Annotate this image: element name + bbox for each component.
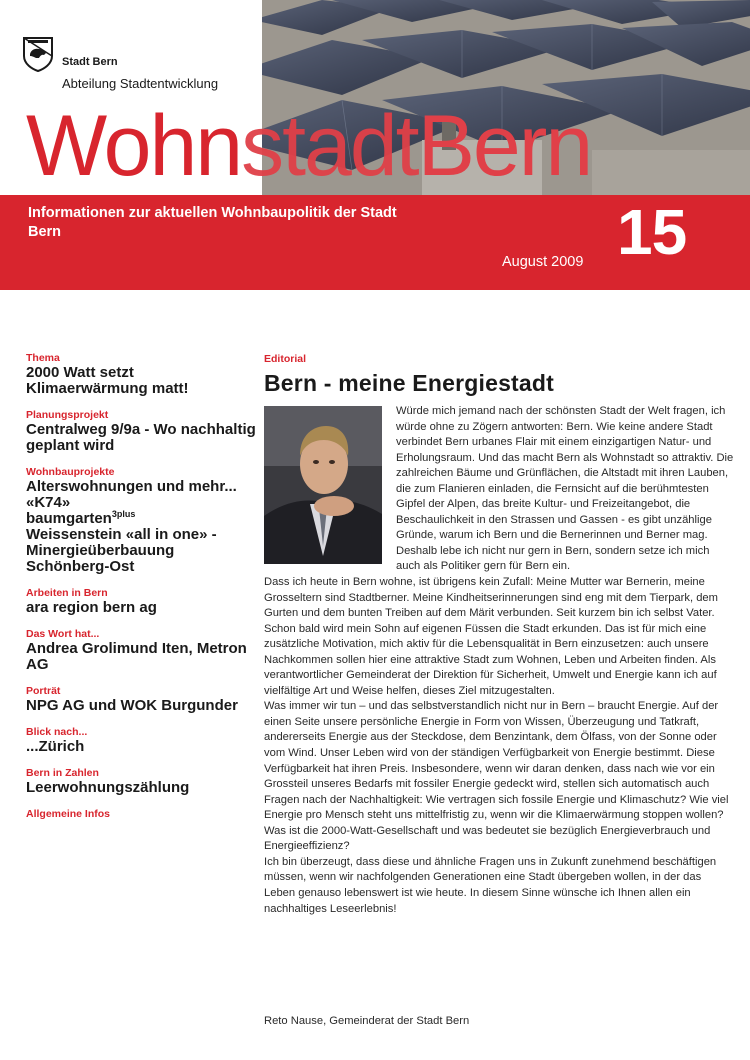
toc-title-line: Alterswohnungen und mehr... «K74»: [26, 478, 237, 511]
author-portrait-photo: [264, 406, 382, 564]
toc-title: [26, 479, 256, 575]
toc-title: Centralweg 9/9a - Wo nachhaltig geplant wird: [26, 421, 256, 454]
toc-title: Andrea Grolimund Iten, Metron AG: [26, 640, 247, 673]
toc-title: NPG AG und WOK Burgunder: [26, 697, 238, 714]
toc-title: ara region bern ag: [26, 599, 157, 616]
toc-item-wohnbauprojekte[interactable]: [26, 466, 256, 575]
toc-category: Arbeiten in Bern: [26, 587, 108, 599]
department-name: Abteilung Stadtentwicklung: [62, 76, 219, 91]
toc-category: Porträt: [26, 685, 61, 697]
toc-title: 2000 Watt setzt Klimaerwärmung matt!: [26, 364, 189, 397]
toc-title-superscript: 3plus: [111, 509, 136, 519]
issue-date: August 2009: [502, 254, 584, 270]
toc-item-portraet[interactable]: [26, 685, 256, 714]
article-paragraph: Würde mich jemand nach der schönsten Stadt der Welt fragen, ich würde ohne zu Zögern antworten: Bern. Wie keine andere Stadt verbindet Bern urbanes Flair mit einem einzigartigen Natur- und Erholungsraum. Und das macht Bern als Wohnstadt so attraktiv. Die zahlreichen Bäume und Grünflächen, die Altstadt mit ihren Lauben, die zum Flanieren einladen, die Fernsicht auf die berühmtesten Gipfel der Alpen, das breite Kultur- und Freizeitangebot, die Beschaulichkeit in den Strassen und Gassen - es gibt unzählige Gründe, warum ich Bern und die Bernerinnen und Berner mag. Deshalb lebe ich nicht nur gern in Bern, sondern setze ich mich auch als Politiker gern für Bern ein.: [396, 405, 734, 573]
toc-category: Das Wort hat...: [26, 628, 100, 640]
city-name: Stadt Bern: [62, 56, 118, 68]
toc-title-line: baumgarten: [26, 510, 112, 527]
toc-item-thema[interactable]: [26, 352, 256, 397]
toc-item-arbeiten-in-bern[interactable]: [26, 587, 256, 616]
editorial-article: [264, 404, 734, 917]
toc-item-planungsprojekt[interactable]: [26, 409, 256, 454]
toc-title: Leerwohnungszählung: [26, 779, 190, 796]
toc-title-line: Weissenstein «all in one» - Minergieüberbauung Schönberg-Ost: [26, 526, 217, 575]
toc-category: Bern in Zahlen: [26, 767, 99, 779]
toc-item-blick-nach[interactable]: [26, 726, 256, 755]
toc-category: Allgemeine Infos: [26, 808, 111, 820]
masthead-title: [26, 96, 591, 196]
masthead-part-1: Wohn: [26, 98, 242, 194]
newsletter-subtitle: Informationen zur aktuellen Wohnbaupolitik der Stadt Bern: [28, 205, 397, 240]
toc-category: Thema: [26, 352, 60, 364]
newsletter-header: [0, 0, 750, 290]
toc-category: Blick nach...: [26, 726, 88, 738]
editorial-tag: Editorial: [264, 353, 307, 365]
editorial-title: Bern - meine Energiestadt: [264, 370, 555, 396]
masthead-part-2: stadt: [241, 98, 418, 194]
article-paragraph: Ich bin überzeugt, dass diese und ähnliche Fragen uns in Zukunft zunehmend beschäftigen müssen, wenn wir nachfolgenden Generationen eine Stadt übergeben wollen, in der das Leben genauso lebenswert ist wie heute. In diesem Sinne wünsche ich Ihnen allen ein nachhaltiges Leseerlebnis!: [264, 855, 717, 915]
toc-item-allgemeine-infos[interactable]: [26, 808, 256, 821]
bern-bear-crest-icon: [22, 36, 54, 72]
article-paragraph: Dass ich heute in Bern wohne, ist übrigens kein Zufall: Meine Mutter war Bernerin, meine Grosseltern sind Stadtberner. Meine Kindheitserinnerungen sind eng mit dem Tierpark, dem Gurten und dem bunten Treiben auf dem Märit verbunden. Seit kurzem bin ich selbst Vater. Schon bald wird mein Sohn auf eigenen Füssen die Stadt erkunden. Das ist für mich eine zusätzliche Motivation, mich aktiv für die Lebensqualität in Bern einzusetzen: auch unsere Nachkommen sollen hier eine attraktive Stadt zum Wohnen, Leben und Arbeiten finden. Als verantwortlicher Gemeinderat der Direktion für Sicherheit, Umwelt und Energie kann ich auf vielfältige Art und Weise helfen, dieses Ziel mitzugestalten.: [264, 576, 718, 697]
masthead-part-3: Bern: [417, 98, 592, 194]
issue-number: 15: [617, 196, 687, 268]
article-signature: Reto Nause, Gemeinderat der Stadt Bern: [264, 1015, 470, 1027]
toc-category: Planungsprojekt: [26, 409, 109, 421]
toc-item-bern-in-zahlen[interactable]: [26, 767, 256, 796]
toc-title: ...Zürich: [26, 738, 85, 755]
article-paragraph: Was immer wir tun – und das selbstverstandlich nicht nur in Bern – braucht Energie. Auf der einen Seite unsere persönliche Energie in Form von Wissen, Überzeugung und Tatkraft, andererseits Energie aus der Steckdose, dem Benzintank, dem Ölfass, von der Sonne oder vom Wind. Unser Leben wird von der ständigen Verfügbarkeit von Energie bestimmt. Diese Verfügbarkeit hat ihren Preis. Insbesondere, wenn wir daran denken, dass nach wie vor ein Grossteil unseres Bedarfs mit fossiler Energie gedeckt wird, stellen sich automatisch auch Fragen nach der Nachhaltigkeit: Wie vertragen sich fossile Energie und Klimaschutz? Wie viel Energie pro Mensch steht uns mittelfristig zu, wenn wir die Klimaerwärmung stoppen wollen? Was ist die 2000-Watt-Gesellschaft und was bedeutet sie bezüglich Energieverbrauch und Energieeffizienz?: [264, 700, 729, 853]
toc-item-das-wort-hat[interactable]: [26, 628, 256, 673]
table-of-contents: [26, 352, 256, 833]
toc-category: Wohnbauprojekte: [26, 466, 115, 478]
